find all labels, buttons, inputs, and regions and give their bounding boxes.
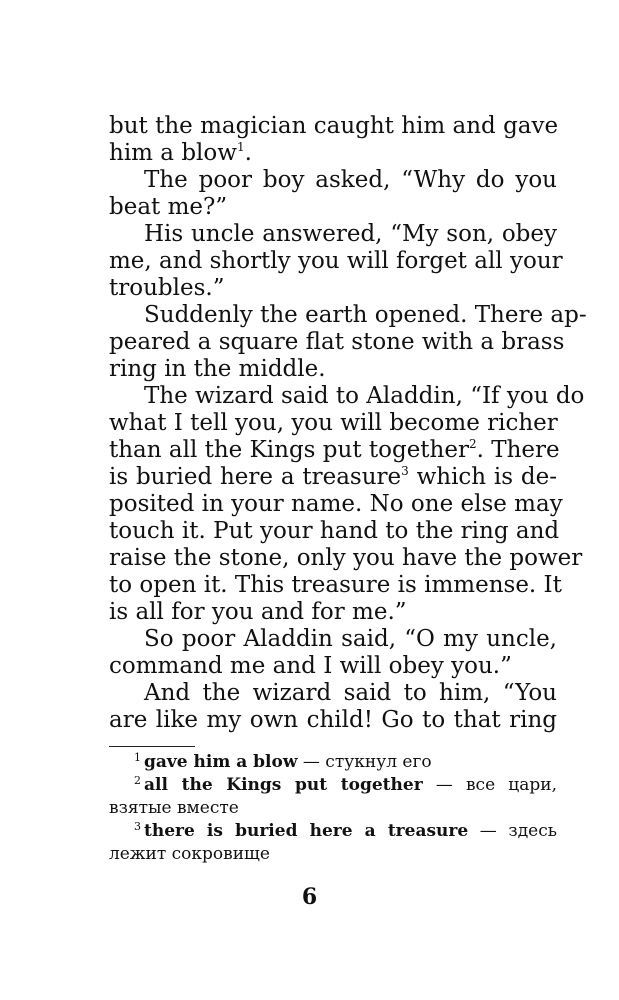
page-number: 6 [301, 884, 318, 910]
text-line [109, 194, 557, 221]
footnote-marker: 3 [401, 464, 409, 478]
text-run: ring in the middle. [109, 356, 326, 382]
text-run: to open it. This treasure is immense. It [109, 572, 562, 598]
text-run: . [244, 140, 252, 166]
footnote-marker: 2 [468, 437, 477, 451]
text-run: command me and I will obey you.” [109, 653, 512, 679]
text-run: is all for you and for me.” [109, 599, 407, 625]
text-line [109, 140, 557, 167]
text-run: but the magician caught him and gave [109, 113, 559, 139]
footnote [109, 820, 557, 843]
text-run: The poor boy asked, “Why do you [144, 167, 557, 193]
footnote-continuation: лежит сокровище [109, 844, 270, 864]
text-run: His uncle answered, “My son, obey [144, 221, 557, 247]
text-run: him a blow [109, 140, 237, 166]
text-line [109, 464, 557, 491]
text-line [109, 680, 557, 707]
text-run: And the wizard said to him, “You [144, 680, 557, 706]
text-line [109, 167, 557, 194]
footnote-rule [109, 746, 195, 747]
text-line [109, 302, 587, 329]
text-line [109, 626, 557, 653]
footnote-continuation: взятые вместе [109, 798, 239, 818]
footnote [109, 751, 557, 774]
body-text [109, 113, 587, 734]
footnotes [109, 751, 557, 866]
footnote-number: 1 [134, 751, 141, 764]
footnote-number: 2 [134, 774, 141, 787]
text-line [109, 113, 557, 140]
text-line [109, 491, 563, 518]
footnote-term: all the Kings put together [144, 775, 423, 795]
text-line [109, 518, 560, 545]
text-run: peared a square flat stone with a brass [109, 329, 565, 355]
text-line [109, 545, 583, 572]
footnote-translation: — здесь [468, 821, 558, 841]
text-line [109, 383, 585, 410]
footnote-translation: — все цари, [422, 775, 557, 795]
text-run: are like my own child! Go to that ring [109, 707, 557, 733]
text-line [109, 572, 562, 599]
footnote [109, 774, 557, 797]
text-run: than all the Kings put together [109, 437, 469, 463]
text-line [109, 221, 557, 248]
text-run: troubles.” [109, 275, 225, 301]
footnote-number: 3 [134, 820, 141, 833]
text-run: posited in your name. No one else may [109, 491, 563, 517]
text-line [109, 707, 557, 734]
text-run: touch it. Put your hand to the ring and [109, 518, 560, 544]
text-line [109, 248, 563, 275]
text-line [109, 653, 557, 680]
text-run: me, and shortly you will forget all your [109, 248, 563, 274]
text-line [109, 329, 565, 356]
footnote-term: gave him a blow [144, 752, 298, 772]
footnote-translation: — стукнул его [297, 752, 432, 772]
text-run: Suddenly the earth opened. There ap- [144, 302, 587, 328]
text-line [109, 437, 560, 464]
footnote-term: there is buried here a treasure [144, 821, 469, 841]
text-run: which is de- [408, 464, 557, 490]
text-run: beat me?” [109, 194, 228, 220]
text-run: So poor Aladdin said, “O my uncle, [144, 626, 557, 652]
text-line [109, 599, 557, 626]
text-line [109, 356, 557, 383]
text-line [109, 410, 557, 437]
text-run: . There [476, 437, 560, 463]
text-line [109, 275, 557, 302]
footnote-marker: 1 [236, 140, 245, 154]
text-run: raise the stone, only you have the power [109, 545, 583, 571]
text-run: what I tell you, you will become richer [109, 410, 558, 436]
text-run: The wizard said to Aladdin, “If you do [144, 383, 585, 409]
text-run: is buried here a treasure [109, 464, 402, 490]
